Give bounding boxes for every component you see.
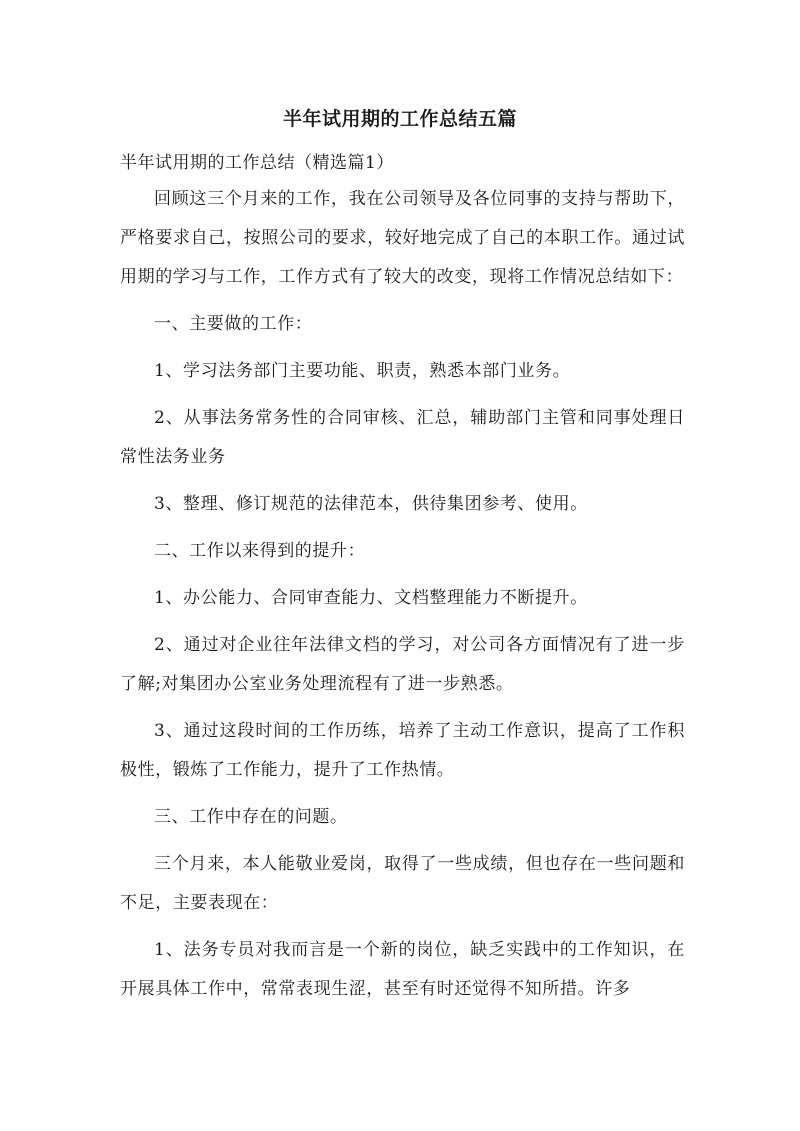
paragraph: 3、整理、修订规范的法律范本，供待集团参考、使用。 bbox=[154, 494, 588, 514]
paragraph: 1、法务专员对我而言是一个新的岗位，缺乏实践中的工作知识，在开展具体工作中，常常表现生涩，甚至有时还觉得不知所措。许多 bbox=[120, 940, 685, 999]
document-body bbox=[120, 180, 685, 1017]
paragraph: 2、从事法务常务性的合同审核、汇总，辅助部门主管和同事处理日常性法务业务 bbox=[120, 408, 685, 467]
paragraph: 3、通过这段时间的工作历练，培养了主动工作意识，提高了工作积极性，锻炼了工作能力，提升了工作热情。 bbox=[120, 721, 685, 780]
paragraph: 一、主要做的工作： bbox=[154, 314, 313, 334]
paragraph: 回顾这三个月来的工作，我在公司领导及各位同事的支持与帮助下，严格要求自己，按照公司的要求，较好地完成了自己的本职工作。通过试用期的学习与工作，工作方式有了较大的改变，现将工作情况总结如下： bbox=[120, 189, 685, 287]
paragraph: 2、通过对企业往年法律文档的学习，对公司各方面情况有了进一步了解;对集团办公室业务处理流程有了进一步熟悉。 bbox=[120, 635, 685, 694]
paragraph: 三、工作中存在的问题。 bbox=[154, 807, 348, 827]
paragraph: 三个月来，本人能敬业爱岗，取得了一些成绩，但也存在一些问题和不足，主要表现在： bbox=[120, 854, 685, 913]
paragraph: 1、办公能力、合同审查能力、文档整理能力不断提升。 bbox=[154, 588, 588, 608]
section-subtitle: 半年试用期的工作总结（精选篇1） bbox=[120, 153, 394, 173]
paragraph: 1、学习法务部门主要功能、职责，熟悉本部门业务。 bbox=[154, 361, 571, 381]
document-title: 半年试用期的工作总结五篇 bbox=[282, 108, 517, 130]
paragraph: 二、工作以来得到的提升： bbox=[154, 541, 366, 561]
